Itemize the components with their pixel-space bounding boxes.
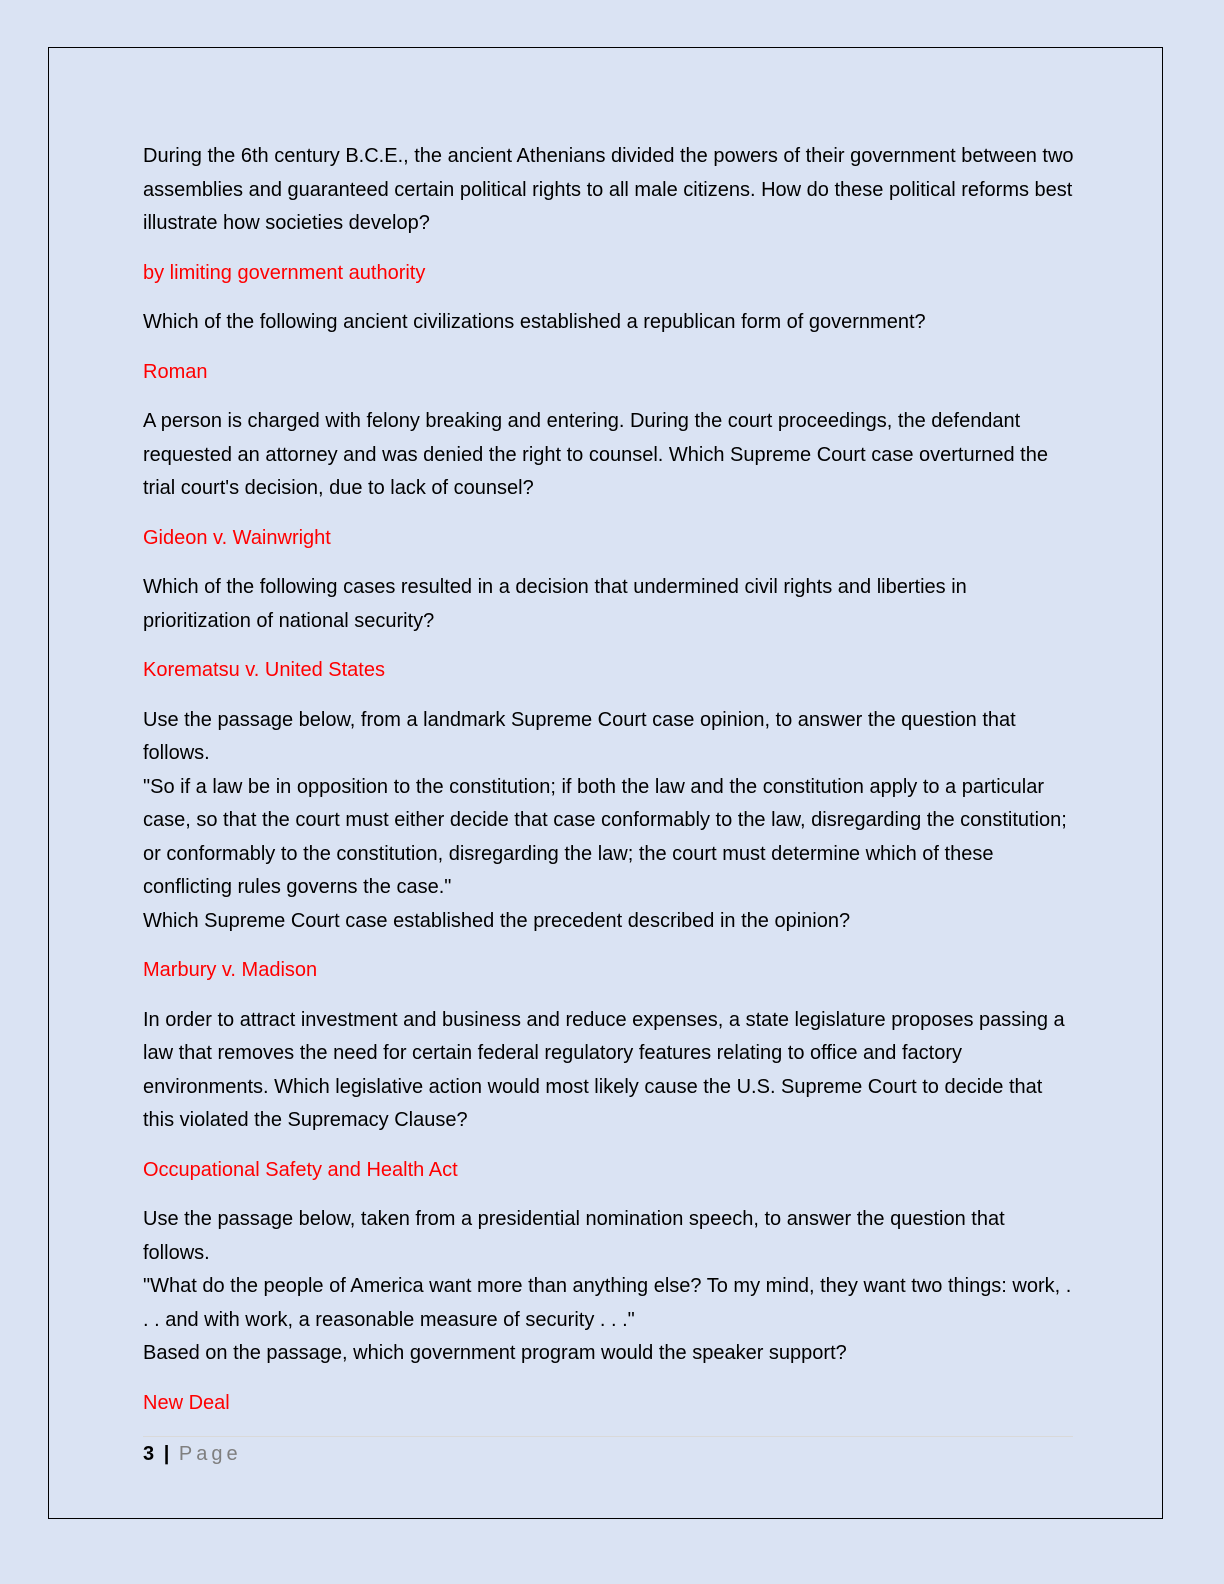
question-5: Use the passage below, from a landmark Supreme Court case opinion, to answer the question that follows. "So if a law be in opposition to the constitution; if both the law and the constitution apply to a particular case, so that the court must either decide that case conformably to the law, disregarding the constitution; or conformably to the constitution, disregarding the law; the court must determine which of these conflicting rules governs the case." Which Supreme Court case established the precedent described in the opinion? (143, 708, 1067, 932)
question-1: During the 6th century B.C.E., the ancient Athenians divided the powers of their government between two assemblies and guaranteed certain political rights to all male citizens. How do these political reforms best illustrate how societies develop? (143, 145, 1074, 234)
answer-2: Roman (143, 360, 208, 383)
page-footer (143, 1439, 242, 1469)
question-6: In order to attract investment and business and reduce expenses, a state legislature proposes passing a law that removes the need for certain federal regulatory features relating to office and factory environments. Which legislative action would most likely cause the U.S. Supreme Court to decide that this violated the Supremacy Clause? (143, 1008, 1065, 1131)
footer-divider (143, 1436, 1073, 1437)
document-body (143, 140, 1075, 1436)
answer-1: by limiting government authority (143, 261, 426, 284)
page-label: Page (178, 1443, 242, 1465)
question-2: Which of the following ancient civilizations established a republican form of government? (143, 311, 926, 333)
footer-separator: | (163, 1443, 170, 1465)
answer-6: Occupational Safety and Health Act (143, 1158, 458, 1181)
question-7: Use the passage below, taken from a presidential nomination speech, to answer the question that follows. "What do the people of America want more than anything else? To my mind, they want two things: work, . . . and with work, a reasonable measure of security . . ." Based on the passage, which government program would the speaker support? (143, 1208, 1072, 1364)
answer-3: Gideon v. Wainwright (143, 526, 331, 549)
answer-5: Marbury v. Madison (143, 959, 318, 981)
answer-7: New Deal (143, 1391, 230, 1414)
question-4: Which of the following cases resulted in a decision that undermined civil rights and liberties in prioritization of national security? (143, 576, 967, 632)
question-3: A person is charged with felony breaking and entering. During the court proceedings, the defendant requested an attorney and was denied the right to counsel. Which Supreme Court case overturned the trial court's decision, due to lack of counsel? (143, 410, 1048, 499)
page-number: 3 (143, 1443, 155, 1465)
answer-4: Korematsu v. United States (143, 659, 385, 681)
